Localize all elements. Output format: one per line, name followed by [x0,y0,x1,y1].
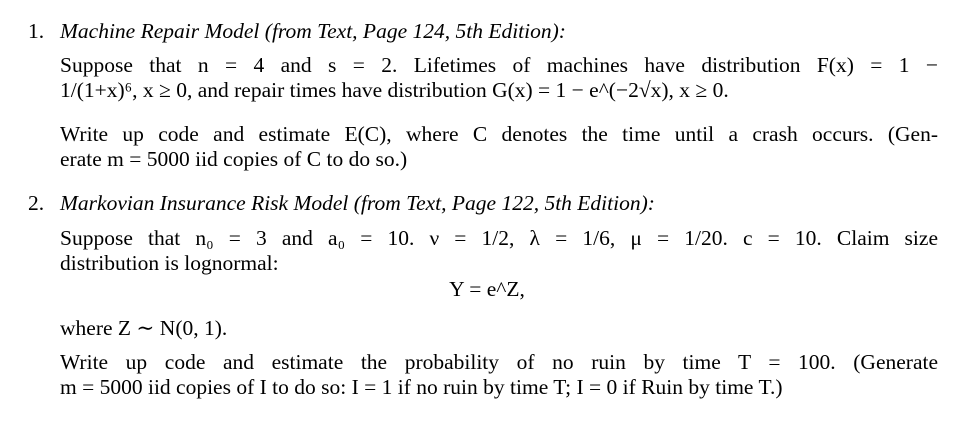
problem-2-where-line: where Z ∼ N(0, 1). [60,316,228,340]
problem-2-setup-line-2: distribution is lognormal: [60,251,279,275]
problem-2-title: Markovian Insurance Risk Model (from Text, Page 122, 5th Edition): [60,191,655,215]
problem-2-number: 2. [28,191,45,215]
problem-2-where [60,316,938,341]
problem-1-number: 1. [28,19,45,43]
problem-2-task-line-1: Write up code and estimate the probability of no ruin by time T = 100. (Generate [60,350,938,374]
problem-2-task-line-2: m = 5000 iid copies of I to do so: I = 1 if no ruin by time T; I = 0 if Ruin by time T.) [60,375,783,399]
problem-2-task [60,350,938,400]
problem-1-setup [60,53,938,103]
problem-1-setup-line-2: 1/(1+x)⁶, x ≥ 0, and repair times have distribution G(x) = 1 − e^(−2√x), x ≥ 0. [60,78,729,102]
problem-1-title: Machine Repair Model (from Text, Page 124, 5th Edition): [60,19,566,43]
problem-1-task [60,122,938,172]
problem-2-equation: Y = e^Z, [449,277,525,301]
problem-2-setup [60,226,938,276]
problem-1-setup-line-1: Suppose that n = 4 and s = 2. Lifetimes of machines have distribution F(x) = 1 − [60,53,938,77]
problem-1-task-line-1: Write up code and estimate E(C), where C denotes the time until a crash occurs. (Gen- [60,122,938,146]
problem-2-setup-line-1: Suppose that n₀ = 3 and a₀ = 10. ν = 1/2, λ = 1/6, μ = 1/20. c = 10. Claim size [60,226,938,250]
problem-1-task-line-2: erate m = 5000 iid copies of C to do so.) [60,147,408,171]
